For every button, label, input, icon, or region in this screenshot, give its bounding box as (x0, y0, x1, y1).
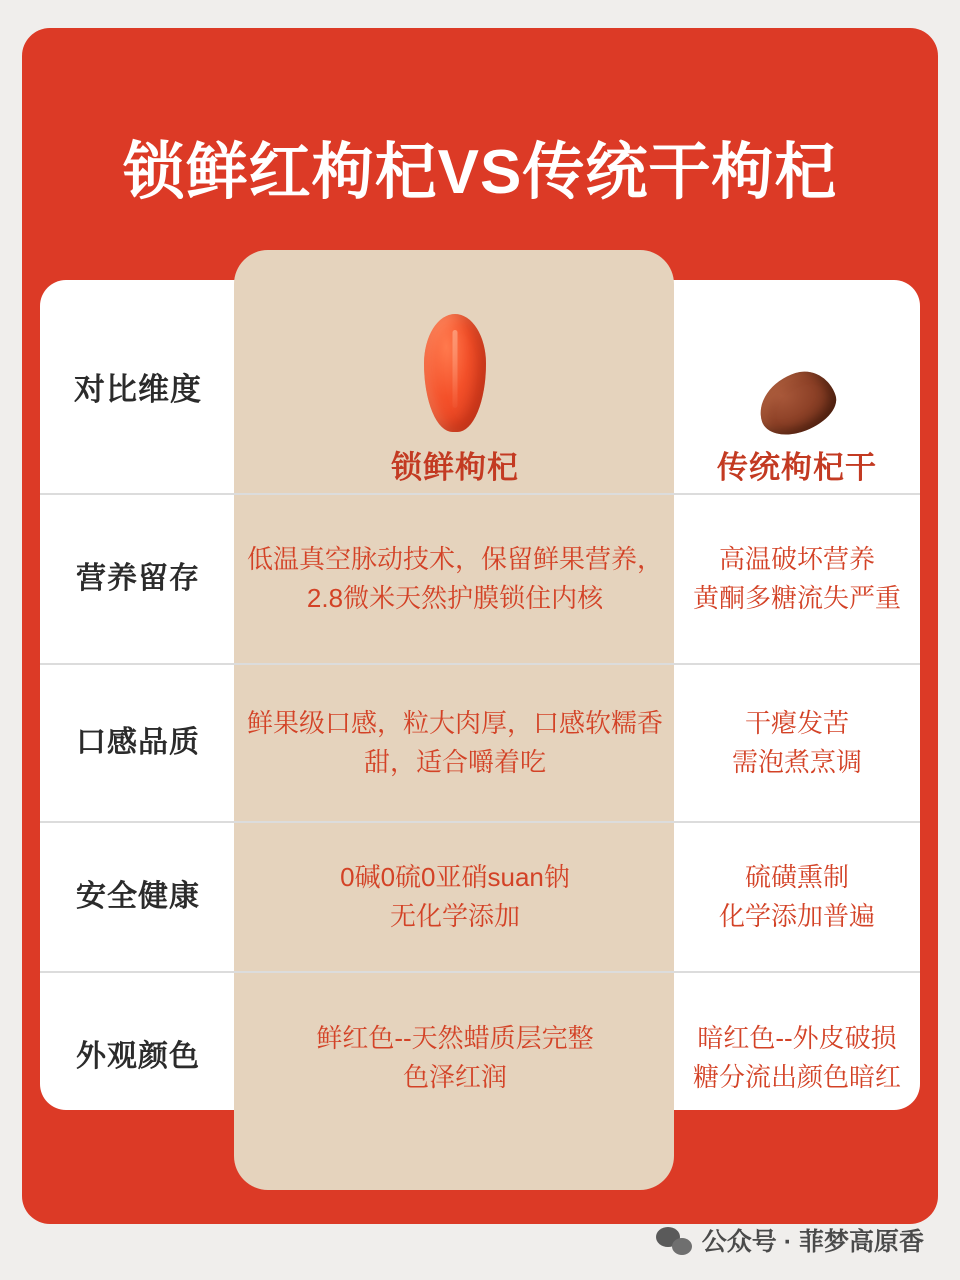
header-fresh (236, 280, 674, 494)
header-dry (674, 280, 920, 494)
row-dimension-label: 外观颜色 (76, 1040, 200, 1074)
table-header-row (40, 280, 920, 494)
row-dimension-label: 口感品质 (40, 664, 236, 822)
table-row (40, 822, 920, 972)
dried-goji-berry-icon (751, 363, 843, 442)
table-row (40, 972, 920, 1142)
header-fresh-label: 锁鲜枸杞 (391, 449, 519, 485)
row-fresh-value: 鲜果级口感，粒大肉厚，口感软糯香甜，适合嚼着吃 (236, 664, 674, 822)
header-dimension: 对比维度 (40, 280, 236, 494)
page-title: 锁鲜红枸杞VS传统干枸杞 (122, 138, 838, 207)
row-dry-value: 暗红色--外皮破损 糖分流出颜色暗红 (692, 1022, 901, 1092)
row-dry-value: 高温破坏营养 黄酮多糖流失严重 (674, 494, 920, 664)
poster-background (22, 28, 938, 1224)
row-fresh-value: 低温真空脉动技术，保留鲜果营养，2.8微米天然护膜锁住内核 (236, 494, 674, 664)
row-dimension-label: 安全健康 (40, 822, 236, 972)
wechat-icon (656, 1225, 692, 1255)
row-fresh-value: 鲜红色--天然蜡质层完整 色泽红润 (316, 1022, 594, 1092)
row-fresh-value: 0碱0硫0亚硝suan钠 无化学添加 (236, 822, 674, 972)
table-row (40, 664, 920, 822)
header-dry-label: 传统枸杞干 (717, 449, 877, 485)
footer-attribution (656, 1222, 924, 1258)
table-row (40, 494, 920, 664)
row-dry-value: 硫磺熏制 化学添加普遍 (674, 822, 920, 972)
fresh-goji-berry-icon (424, 314, 486, 432)
footer-text: 公众号 · 菲梦高原香 (701, 1228, 924, 1256)
row-dry-value: 干瘪发苦 需泡煮烹调 (674, 664, 920, 822)
row-dimension-label: 营养留存 (40, 494, 236, 664)
comparison-table (40, 280, 920, 1142)
